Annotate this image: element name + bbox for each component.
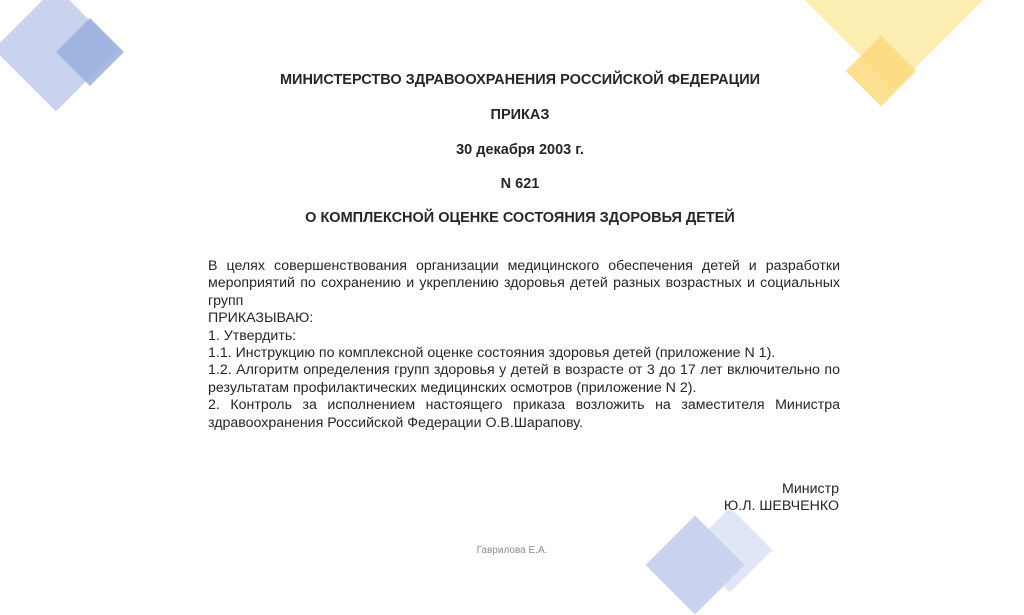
document-date: 30 декабря 2003 г. xyxy=(456,142,584,158)
order-body xyxy=(208,258,840,432)
document-type: ПРИКАЗ xyxy=(490,107,550,123)
document-subject: О КОМПЛЕКСНОЙ ОЦЕНКЕ СОСТОЯНИЯ ЗДОРОВЬЯ ДЕТЕЙ xyxy=(305,210,735,226)
item-1-1: 1.1. Инструкцию по комплексной оценке состояния здоровья детей (приложение N 1). xyxy=(208,345,776,362)
ministry-heading: МИНИСТЕРСТВО ЗДРАВООХРАНЕНИЯ РОССИЙСКОЙ ФЕДЕРАЦИИ xyxy=(279,72,761,88)
item-2: 2. Контроль за исполнением настоящего приказа возложить на заместителя Министра здравоохранения Российской Федерации О.В.Шарапову. xyxy=(208,397,840,431)
document-number: N 621 xyxy=(500,176,540,192)
footer-author: Гаврилова Е.А. xyxy=(476,545,548,556)
preamble-paragraph: В целях совершенствования организации медицинского обеспечения детей и разработки мероприятий по сохранению и укреплению здоровья детей разных возрастных и социальных групп xyxy=(208,258,840,309)
item-1-2: 1.2. Алгоритм определения групп здоровья у детей в возрасте от 3 до 17 лет включительно по результатам профилактических медицинских осмотров (приложение N 2). xyxy=(208,362,840,396)
signatory-name: Ю.Л. ШЕВЧЕНКО xyxy=(723,498,839,515)
signature-block xyxy=(724,481,839,516)
signatory-title: Министр xyxy=(782,481,839,497)
item-1: 1. Утвердить: xyxy=(208,327,297,344)
order-directive: ПРИКАЗЫВАЮ: xyxy=(208,310,314,327)
